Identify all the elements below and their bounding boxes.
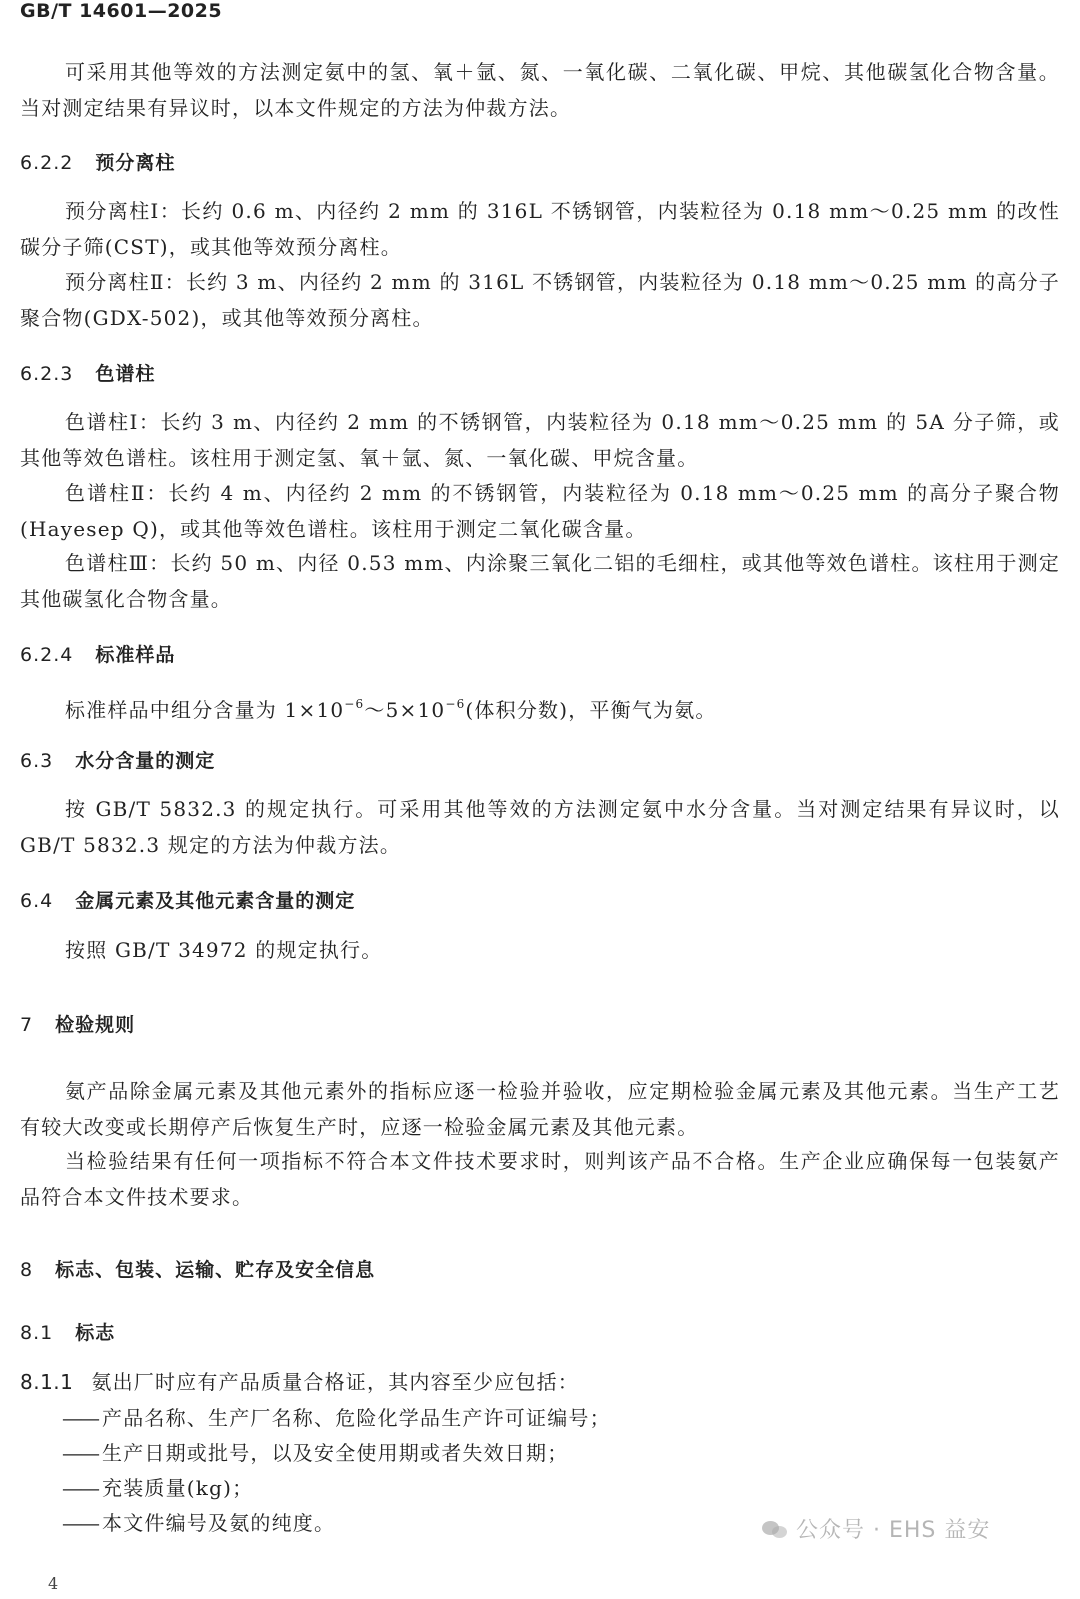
paragraph-column-1: 色谱柱Ⅰ：长约 3 m、内径约 2 mm 的不锈钢管，内装粒径为 0.18 mm～0.25 mm 的 5A 分子筛，或其他等效色谱柱。该柱用于测定氢、氧＋氩、氮、一氧化碳、甲烷含量。 <box>20 410 1060 470</box>
wechat-icon <box>762 1519 788 1539</box>
section-title: 金属元素及其他元素含量的测定 <box>75 890 356 912</box>
paragraph-column-3: 色谱柱Ⅲ：长约 50 m、内径 0.53 mm、内涂聚三氧化二铝的毛细柱，或其他等效色谱柱。该柱用于测定其他碳氢化合物含量。 <box>20 551 1060 611</box>
superscript: −6 <box>344 697 365 711</box>
paragraph-precolumn-1: 预分离柱Ⅰ：长约 0.6 m、内径约 2 mm 的 316L 不锈钢管，内装粒径为 0.18 mm～0.25 mm 的改性碳分子筛(CST)，或其他等效预分离柱。 <box>20 199 1060 259</box>
list-item-text: 充装质量(kg)； <box>102 1476 254 1500</box>
text-run: ～5×10 <box>364 698 446 722</box>
section-6-2-4-heading <box>20 640 175 667</box>
paragraph-metal-elements: 按照 GB/T 34972 的规定执行。 <box>65 938 383 962</box>
section-number: 6.4 <box>20 890 54 912</box>
paragraph-8-1-1 <box>20 1364 1060 1400</box>
page-number: 4 <box>48 1574 59 1593</box>
dash-marker: —— <box>62 1476 98 1500</box>
section-7-heading <box>20 1010 135 1037</box>
superscript: −6 <box>445 697 466 711</box>
section-title: 标志、包装、运输、贮存及安全信息 <box>55 1259 376 1281</box>
paragraph-intro: 可采用其他等效的方法测定氨中的氢、氧＋氩、氮、一氧化碳、二氧化碳、甲烷、其他碳氢化合物含量。当对测定结果有异议时，以本文件规定的方法为仲裁方法。 <box>20 60 1060 120</box>
section-number: 7 <box>20 1014 34 1036</box>
paragraph-inspection-1: 氨产品除金属元素及其他元素外的指标应逐一检验并验收，应定期检验金属元素及其他元素。当生产工艺有较大改变或长期停产后恢复生产时，应逐一检验金属元素及其他元素。 <box>20 1079 1060 1139</box>
section-number: 6.2.3 <box>20 363 74 385</box>
section-number: 6.3 <box>20 750 54 772</box>
dash-marker: —— <box>62 1511 98 1535</box>
text-run: (体积分数)，平衡气为氨。 <box>465 698 717 722</box>
section-number: 8 <box>20 1259 34 1281</box>
list-item-text: 产品名称、生产厂名称、危险化学品生产许可证编号； <box>102 1406 611 1430</box>
section-title: 水分含量的测定 <box>75 750 216 772</box>
section-number: 8.1 <box>20 1322 54 1344</box>
section-title: 色谱柱 <box>95 363 156 385</box>
dash-marker: —— <box>62 1406 98 1430</box>
section-title: 检验规则 <box>55 1014 136 1036</box>
section-number: 6.2.2 <box>20 152 74 174</box>
list-item <box>62 1505 335 1541</box>
section-title: 标准样品 <box>95 644 176 666</box>
list-item <box>62 1400 611 1436</box>
section-6-2-3-heading <box>20 359 155 386</box>
section-6-2-2-heading <box>20 148 175 175</box>
section-6-3-heading <box>20 746 215 773</box>
text-run: 标准样品中组分含量为 1×10 <box>65 698 345 722</box>
paragraph-column-2: 色谱柱Ⅱ：长约 4 m、内径约 2 mm 的不锈钢管，内装粒径为 0.18 mm～0.25 mm 的高分子聚合物(Hayesep Q)，或其他等效色谱柱。该柱用于测定二氧化碳含量。 <box>20 481 1060 541</box>
section-number: 6.2.4 <box>20 644 74 666</box>
paragraph-moisture: 按 GB/T 5832.3 的规定执行。可采用其他等效的方法测定氨中水分含量。当对测定结果有异议时，以 GB/T 5832.3 规定的方法为仲裁方法。 <box>20 797 1060 857</box>
standard-header: GB/T 14601—2025 <box>20 0 223 22</box>
list-item-text: 本文件编号及氨的纯度。 <box>102 1511 336 1535</box>
watermark-text: 公众号 · EHS 益安 <box>796 1518 991 1543</box>
section-8-1-heading <box>20 1318 115 1345</box>
paragraph-inspection-2: 当检验结果有任何一项指标不符合本文件技术要求时，则判该产品不合格。生产企业应确保每一包装氨产品符合本文件技术要求。 <box>20 1149 1060 1209</box>
section-title: 预分离柱 <box>95 152 176 174</box>
dash-marker: —— <box>62 1441 98 1465</box>
paragraph-standard-sample <box>20 686 1060 728</box>
list-item <box>62 1435 568 1471</box>
section-6-4-heading <box>20 886 355 913</box>
section-title: 标志 <box>75 1322 116 1344</box>
section-8-heading <box>20 1255 375 1282</box>
clause-text: 氨出厂时应有产品质量合格证，其内容至少应包括： <box>91 1370 579 1394</box>
list-item <box>62 1470 253 1506</box>
list-item-text: 生产日期或批号，以及安全使用期或者失效日期； <box>102 1441 569 1465</box>
watermark <box>762 1513 990 1544</box>
paragraph-precolumn-2: 预分离柱Ⅱ：长约 3 m、内径约 2 mm 的 316L 不锈钢管，内装粒径为 0.18 mm～0.25 mm 的高分子聚合物(GDX-502)，或其他等效预分离柱。 <box>20 270 1060 330</box>
clause-number: 8.1.1 <box>20 1370 74 1394</box>
